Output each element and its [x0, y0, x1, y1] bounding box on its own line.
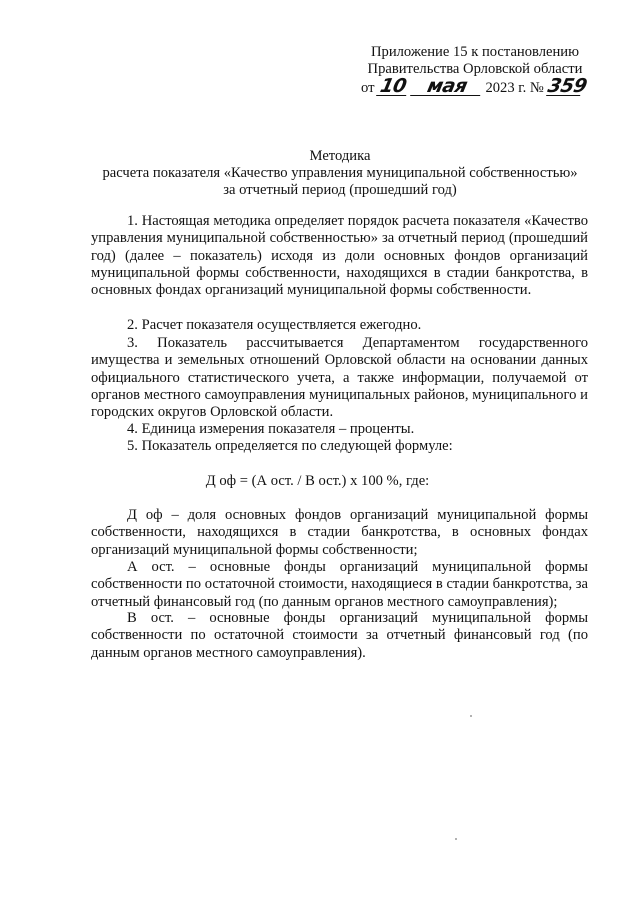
handwritten-month: мая	[410, 78, 484, 96]
definition-b-ost: В ост. – основные фонды организаций муниципальной формы собственности по остаточной стоимости за отчетный финансовый год (по данным органов местного самоуправления).	[91, 610, 588, 661]
title-line-3: за отчетный период (прошедший год)	[223, 182, 457, 198]
definition-d-of: Д оф – доля основных фондов организаций муниципальной формы собственности, находящихся в стадии банкротства, в основных фондах организаций муниципальной формы собственности;	[91, 507, 588, 558]
title-line-2: расчета показателя «Качество управления муниципальной собственностью»	[102, 165, 578, 181]
handwritten-resolution-number: 359	[545, 75, 589, 97]
date-year-and-number-label: 2023 г. №	[485, 80, 544, 96]
paragraph-4: 4. Единица измерения показателя – проценты.	[127, 421, 415, 437]
appendix-header	[355, 44, 595, 97]
scan-speck	[470, 715, 472, 717]
paragraph-2: 2. Расчет показателя осуществляется ежегодно.	[127, 317, 422, 333]
paragraph-5: 5. Показатель определяется по следующей формуле:	[127, 438, 453, 454]
scan-speck	[455, 838, 457, 840]
title-line-1: Методика	[309, 148, 371, 164]
handwritten-day: 10	[376, 78, 410, 96]
document-title	[50, 148, 630, 199]
definition-a-ost: А ост. – основные фонды организаций муниципальной формы собственности по остаточной стоимости, находящиеся в стадии банкротства, за отчетный финансовый год (по данным органов местного самоуправления);	[91, 559, 588, 610]
date-prefix: от	[361, 80, 375, 96]
paragraph-1: 1. Настоящая методика определяет порядок расчета показателя «Качество управления муниципальной собственностью» за отчетный период (прошедший год) (далее – показатель) исходя из доли основных фондов организаций муниципальной формы собственности, находящихся в стадии банкротства, в основных фондах организаций муниципальной формы собственности.	[91, 213, 588, 299]
resolution-date-line	[355, 75, 595, 97]
paragraph-3: 3. Показатель рассчитывается Департаментом государственного имущества и земельных отношений Орловской области на основании данных официального статистического учета, а также информации, получаемой от органов местного самоуправления муниципальных районов, муниципального и городских округов Орловской области.	[91, 335, 588, 421]
appendix-line-2: Правительства Орловской области	[367, 61, 583, 77]
formula: Д оф = (А ост. / В ост.) х 100 %, где:	[205, 473, 430, 489]
appendix-line-1: Приложение 15 к постановлению	[370, 44, 580, 60]
